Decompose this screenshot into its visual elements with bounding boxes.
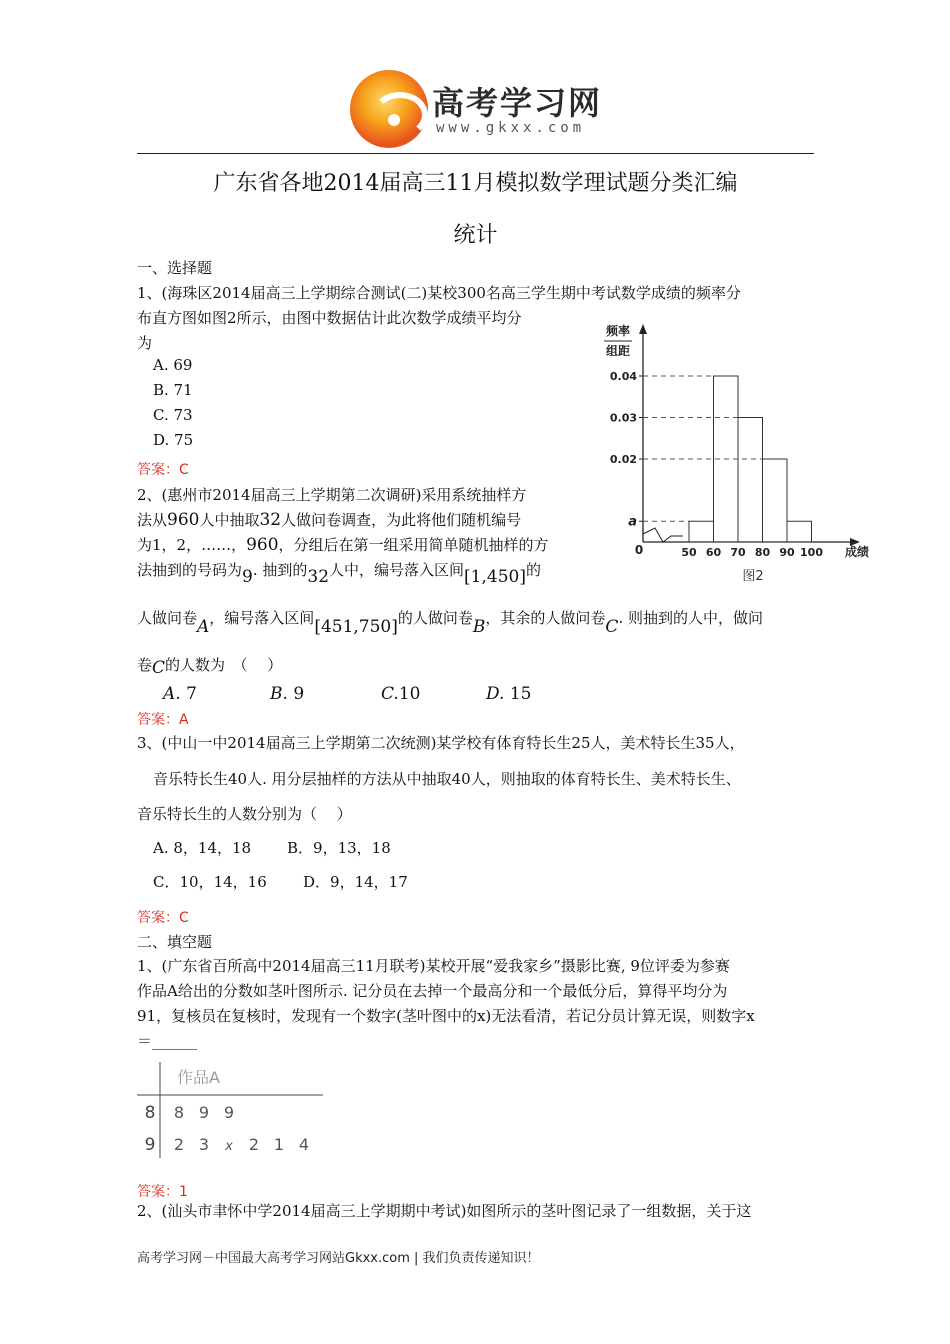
y-tick-label: 0.02 (609, 453, 637, 466)
leaf-value: 1 (273, 1135, 285, 1154)
q3-option-d: D．9，14，17 (303, 873, 408, 891)
histogram-bar (738, 418, 763, 543)
leaf-value: 3 (198, 1135, 210, 1154)
q2-line5: 人做问卷A，编号落入区间[451,750]的人做问卷B，其余的人做问卷C. 则抽到的人中，做问 (137, 609, 763, 637)
leaf-value: 4 (298, 1135, 310, 1154)
s2-q1-answer: 答案：1 (137, 1184, 188, 1200)
x-tick-label: 90 (779, 546, 795, 559)
stem-leaf-title: 作品A (177, 1068, 220, 1087)
histogram-bar (763, 459, 788, 542)
s2-q1-line3: 91，复核员在复核时，发现有一个数字(茎叶图中的x)无法看清，若记分员计算无误，则数字x (137, 1007, 755, 1025)
q2-option-b: B. 9 (270, 684, 305, 704)
section-heading-choice: 一、选择题 (137, 259, 213, 277)
x-axis-label: 成绩 (844, 545, 869, 559)
histogram-bar (689, 521, 714, 542)
histogram-bar (787, 521, 812, 542)
x-tick-label: 60 (705, 546, 722, 559)
q2-answer: 答案：A (137, 712, 189, 728)
page-title: 广东省各地2014届高三11月模拟数学理试题分类汇编 (213, 171, 738, 196)
leaf-value: 2 (173, 1135, 185, 1154)
x-tick-label: 70 (730, 546, 746, 559)
logo-dot (388, 114, 400, 126)
y-label-top: 频率 (605, 324, 631, 338)
logo-swoosh (372, 92, 428, 138)
y-axis-arrow (639, 324, 647, 334)
x-tick-label: 50 (681, 546, 697, 559)
q2-line2: 法从960人中抽取32人做问卷调查，为此将他们随机编号 (137, 510, 522, 530)
s2-q1-line4: ＝______ (137, 1032, 198, 1050)
y-tick-label: 0.04 (609, 370, 637, 383)
q2-option-c: C.10 (381, 684, 421, 704)
leaf-value: x (225, 1139, 233, 1154)
q2-line1: 2、(惠州市2014届高三上学期第二次调研)采用系统抽样方 (137, 486, 527, 504)
q3-option-c: C．10，14，16 (153, 873, 267, 891)
q2-line6: 卷C的人数为 （ ） (137, 656, 283, 678)
logo-name: 高考学习网 (432, 84, 603, 122)
q3-option-a: A. 8，14，18 (153, 839, 252, 857)
q1-option-b: B. 71 (153, 381, 193, 399)
leaf-value: 9 (198, 1103, 210, 1122)
leaf-value: 9 (223, 1103, 235, 1122)
x-tick-label: 80 (754, 546, 771, 559)
page-subtitle: 统计 (453, 223, 498, 248)
stem-value: 9 (144, 1135, 156, 1155)
x-tick-label: 100 (800, 546, 823, 559)
origin-label: 0 (634, 543, 644, 557)
figure-caption: 图2 (742, 569, 764, 584)
q1-line1: 1、(海珠区2014届高三上学期综合测试(二)某校300名高三学生期中考试数学成绩的频率分 (137, 284, 741, 302)
logo-url: www.gkxx.com (436, 120, 586, 136)
q1-option-c: C. 73 (153, 406, 193, 424)
q1-option-a: A. 69 (153, 356, 193, 374)
q2-option-d: D. 15 (486, 684, 532, 704)
stem-value: 8 (144, 1103, 156, 1123)
footer: 高考学习网－中国最大高考学习网站Gkxx.com | 我们负责传递知识！ (137, 1251, 540, 1266)
s2-q2-line1: 2、(汕头市聿怀中学2014届高三上学期期中考试)如图所示的茎叶图记录了一组数据，关于这 (137, 1202, 752, 1220)
q2-line3: 为1，2，……，960，分组后在第一组采用简单随机抽样的方 (137, 535, 549, 555)
s2-q1-line2: 作品A给出的分数如茎叶图所示. 记分员在去掉一个最高分和一个最低分后，算得平均分为 (137, 982, 728, 1000)
section-heading-fill: 二、填空题 (137, 933, 213, 951)
q1-option-d: D. 75 (153, 431, 194, 449)
y-tick-label: 0.03 (609, 411, 637, 425)
s2-q1-line1: 1、(广东省百所高中2014届高三11月联考)某校开展“爱我家乡”摄影比赛, 9位评委为参赛 (137, 957, 730, 975)
q3-line2: 音乐特长生40人. 用分层抽样的方法从中抽取40人，则抽取的体育特长生、美术特长生、 (153, 770, 741, 788)
axis-break (643, 528, 683, 542)
y-label-bottom: 组距 (605, 344, 631, 358)
q3-line1: 3、(中山一中2014届高三上学期第二次统测)某学校有体育特长生25人，美术特长生35人， (137, 734, 745, 752)
header-rule (137, 153, 814, 154)
leaf-value: 2 (248, 1135, 260, 1154)
stem-leaf-plot (137, 1060, 337, 1160)
q1-line2: 布直方图如图2所示，由图中数据估计此次数学成绩平均分 (137, 309, 522, 327)
q2-line4: 法抽到的号码为9. 抽到的32人中，编号落入区间[1,450]的 (137, 561, 541, 587)
q3-answer: 答案：C (137, 910, 189, 926)
y-tick-label: a (628, 514, 637, 530)
q3-line3: 音乐特长生的人数分别为（ ） (137, 805, 352, 823)
q3-option-b: B．9，13，18 (287, 839, 391, 857)
q2-option-a: A. 7 (163, 684, 197, 704)
leaf-value: 8 (173, 1103, 185, 1122)
q1-line3: 为 (137, 334, 153, 352)
histogram-chart (598, 318, 880, 588)
q1-answer: 答案：C (137, 462, 189, 478)
